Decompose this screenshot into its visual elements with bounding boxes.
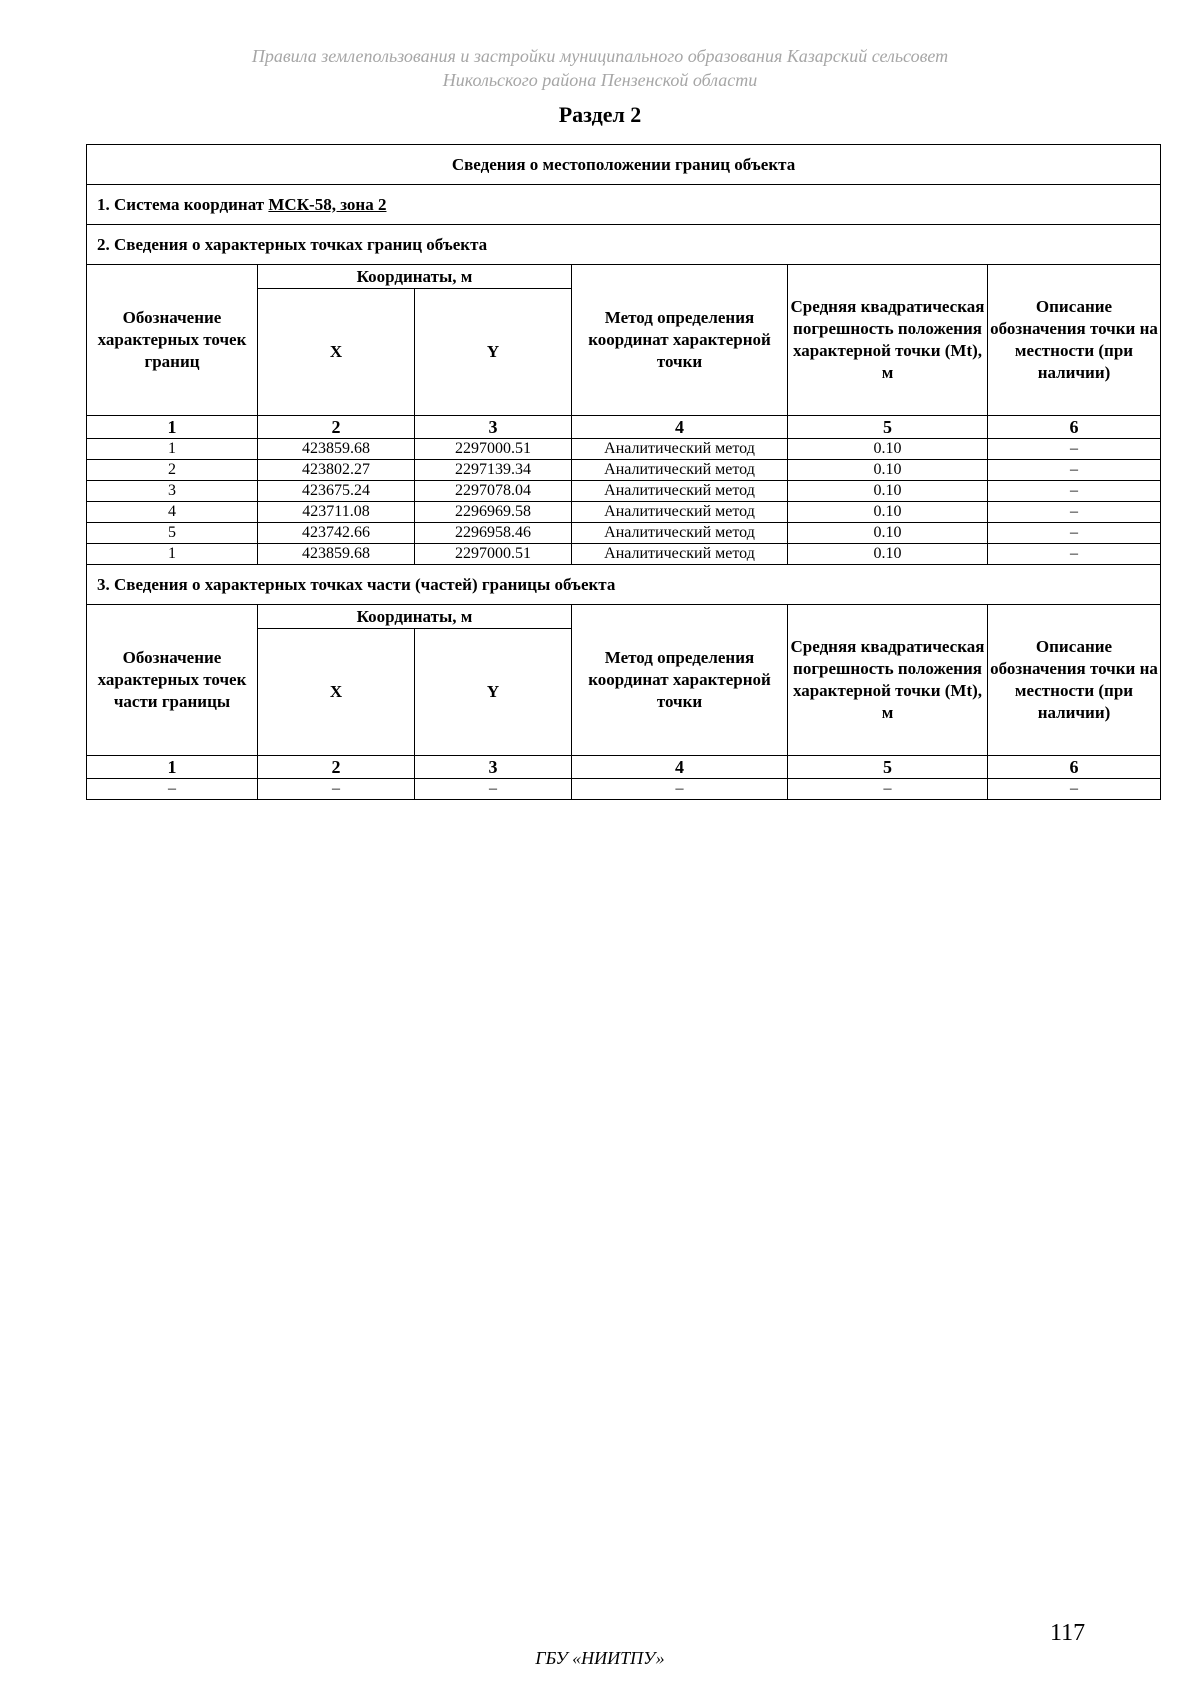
col-header-designation-part: Обозначение характерных точек части границы — [87, 605, 258, 756]
col-header-y: Y — [415, 629, 572, 756]
y-value: 2297000.51 — [415, 439, 572, 460]
x-value: 423711.08 — [258, 502, 415, 523]
x-value: 423859.68 — [258, 439, 415, 460]
description-value: – — [988, 439, 1161, 460]
footer: ГБУ «НИИТПУ» — [535, 1648, 665, 1668]
column-number: 4 — [572, 416, 788, 439]
col-header-x: X — [258, 289, 415, 416]
table-row — [87, 779, 1161, 800]
error-value: 0.10 — [788, 460, 988, 481]
boundary-table — [86, 144, 1161, 800]
col-header-method: Метод определения координат характерной точки — [572, 605, 788, 756]
description-value: – — [988, 481, 1161, 502]
column-number: 6 — [988, 416, 1161, 439]
col-header-description: Описание обозначения точки на местности (при наличии) — [988, 605, 1161, 756]
col-header-designation: Обозначение характерных точек границ — [87, 265, 258, 416]
x-value: 423742.66 — [258, 523, 415, 544]
column-numbers-row — [87, 416, 1161, 439]
column-number: 5 — [788, 756, 988, 779]
y-value: 2297139.34 — [415, 460, 572, 481]
col-header-coordinates: Координаты, м — [258, 265, 572, 289]
method-value: Аналитический метод — [572, 544, 788, 565]
method-value: Аналитический метод — [572, 460, 788, 481]
table-row — [87, 523, 1161, 544]
error-value: 0.10 — [788, 523, 988, 544]
column-number: 3 — [415, 416, 572, 439]
column-number: 2 — [258, 416, 415, 439]
method-value: Аналитический метод — [572, 481, 788, 502]
section-title: Раздел 2 — [558, 102, 642, 127]
column-number: 5 — [788, 416, 988, 439]
col-header-x: X — [258, 629, 415, 756]
section2-title: 2. Сведения о характерных точках границ объекта — [87, 225, 1161, 265]
method-value: Аналитический метод — [572, 439, 788, 460]
crs-value: МСК-58, зона 2 — [268, 194, 387, 214]
y-value: – — [415, 779, 572, 800]
col-header-method: Метод определения координат характерной точки — [572, 265, 788, 416]
table-row — [87, 460, 1161, 481]
description-value: – — [988, 544, 1161, 565]
col-header-error: Средняя квадратическая погрешность положения характерной точки (Мt), м — [788, 605, 988, 756]
point-id: 1 — [87, 544, 258, 565]
section3-title: 3. Сведения о характерных точках части (частей) границы объекта — [87, 565, 1161, 605]
page-number: 117 — [1050, 1620, 1086, 1646]
crs-row — [87, 185, 1161, 225]
column-numbers-row — [87, 756, 1161, 779]
description-value: – — [988, 460, 1161, 481]
col-header-description: Описание обозначения точки на местности (при наличии) — [988, 265, 1161, 416]
column-number: 1 — [87, 756, 258, 779]
y-value: 2296969.58 — [415, 502, 572, 523]
error-value: 0.10 — [788, 439, 988, 460]
method-value: – — [572, 779, 788, 800]
description-value: – — [988, 502, 1161, 523]
table-row — [87, 481, 1161, 502]
table-row — [87, 544, 1161, 565]
table-title: Сведения о местоположении границ объекта — [87, 145, 1161, 185]
x-value: 423802.27 — [258, 460, 415, 481]
column-number: 4 — [572, 756, 788, 779]
running-header-line-1: Правила землепользования и застройки муниципального образования Казарский сельсовет — [251, 46, 949, 66]
table-row — [87, 439, 1161, 460]
x-value: 423859.68 — [258, 544, 415, 565]
crs-label: 1. Система координат — [97, 194, 269, 214]
point-id: – — [87, 779, 258, 800]
table-row — [87, 502, 1161, 523]
column-number: 2 — [258, 756, 415, 779]
point-id: 1 — [87, 439, 258, 460]
y-value: 2297000.51 — [415, 544, 572, 565]
description-value: – — [988, 523, 1161, 544]
description-value: – — [988, 779, 1161, 800]
y-value: 2297078.04 — [415, 481, 572, 502]
point-id: 2 — [87, 460, 258, 481]
error-value: 0.10 — [788, 502, 988, 523]
point-id: 3 — [87, 481, 258, 502]
x-value: 423675.24 — [258, 481, 415, 502]
x-value: – — [258, 779, 415, 800]
column-number: 3 — [415, 756, 572, 779]
error-value: 0.10 — [788, 481, 988, 502]
col-header-error: Средняя квадратическая погрешность положения характерной точки (Мt), м — [788, 265, 988, 416]
method-value: Аналитический метод — [572, 523, 788, 544]
point-id: 4 — [87, 502, 258, 523]
column-number: 6 — [988, 756, 1161, 779]
error-value: 0.10 — [788, 544, 988, 565]
error-value: – — [788, 779, 988, 800]
col-header-coordinates: Координаты, м — [258, 605, 572, 629]
col-header-y: Y — [415, 289, 572, 416]
y-value: 2296958.46 — [415, 523, 572, 544]
method-value: Аналитический метод — [572, 502, 788, 523]
point-id: 5 — [87, 523, 258, 544]
column-number: 1 — [87, 416, 258, 439]
running-header-line-2: Никольского района Пензенской области — [442, 70, 758, 90]
